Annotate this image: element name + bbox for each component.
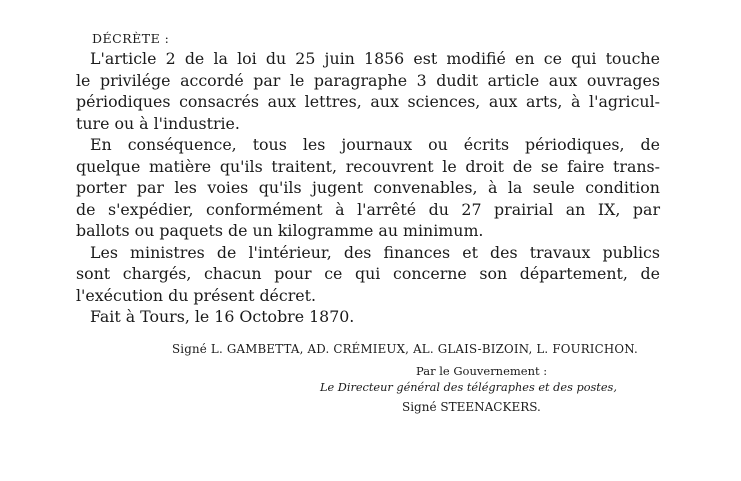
decree-body [76, 48, 660, 328]
text-line: ture ou à l'industrie. [76, 113, 240, 133]
paragraph-ministers [76, 242, 660, 307]
text-line: le privilége accordé par le paragraphe 3 dudit article aux ouvrages [76, 70, 660, 90]
steenackers-signature: Signé STEENACKERS. [402, 400, 541, 414]
text-line: de s'expédier, conformément à l'arrêté du 27 prairial an IX, par [76, 199, 660, 219]
text-line: Fait à Tours, le 16 Octobre 1870. [90, 307, 355, 326]
text-line: L'article 2 de la loi du 25 juin 1856 est modifié en ce qui touche [90, 49, 660, 68]
text-line: En conséquence, tous les journaux ou écrits périodiques, de [90, 135, 660, 154]
text-line: ballots ou paquets de un kilogramme au minimum. [76, 221, 484, 240]
paragraph-date [76, 306, 660, 328]
director-line: Le Directeur général des télégraphes et des postes, [320, 381, 617, 394]
text-line: Les ministres de l'intérieur, des finances et des travaux publics [90, 242, 660, 262]
text-line: sont chargés, chacun pour ce qui concerne son département, de [76, 264, 660, 283]
paragraph-consequence [76, 134, 660, 242]
signatories-line: Signé L. GAMBETTA, AD. CRÉMIEUX, AL. GLAIS-BIZOIN, L. FOURICHON. [172, 342, 638, 356]
text-line: quelque matière qu'ils traitent, recouvrent le droit de se faire trans- [76, 156, 660, 176]
text-line: porter par les voies qu'ils jugent convenables, à la seule condition [76, 178, 660, 197]
text-line: périodiques consacrés aux lettres, aux sciences, aux arts, à l'agricul- [76, 92, 660, 111]
decree-heading: DÉCRÈTE : [92, 31, 170, 46]
text-line: l'exécution du présent décret. [76, 285, 317, 305]
paragraph-article [76, 48, 660, 134]
government-line: Par le Gouvernement : [416, 364, 548, 378]
